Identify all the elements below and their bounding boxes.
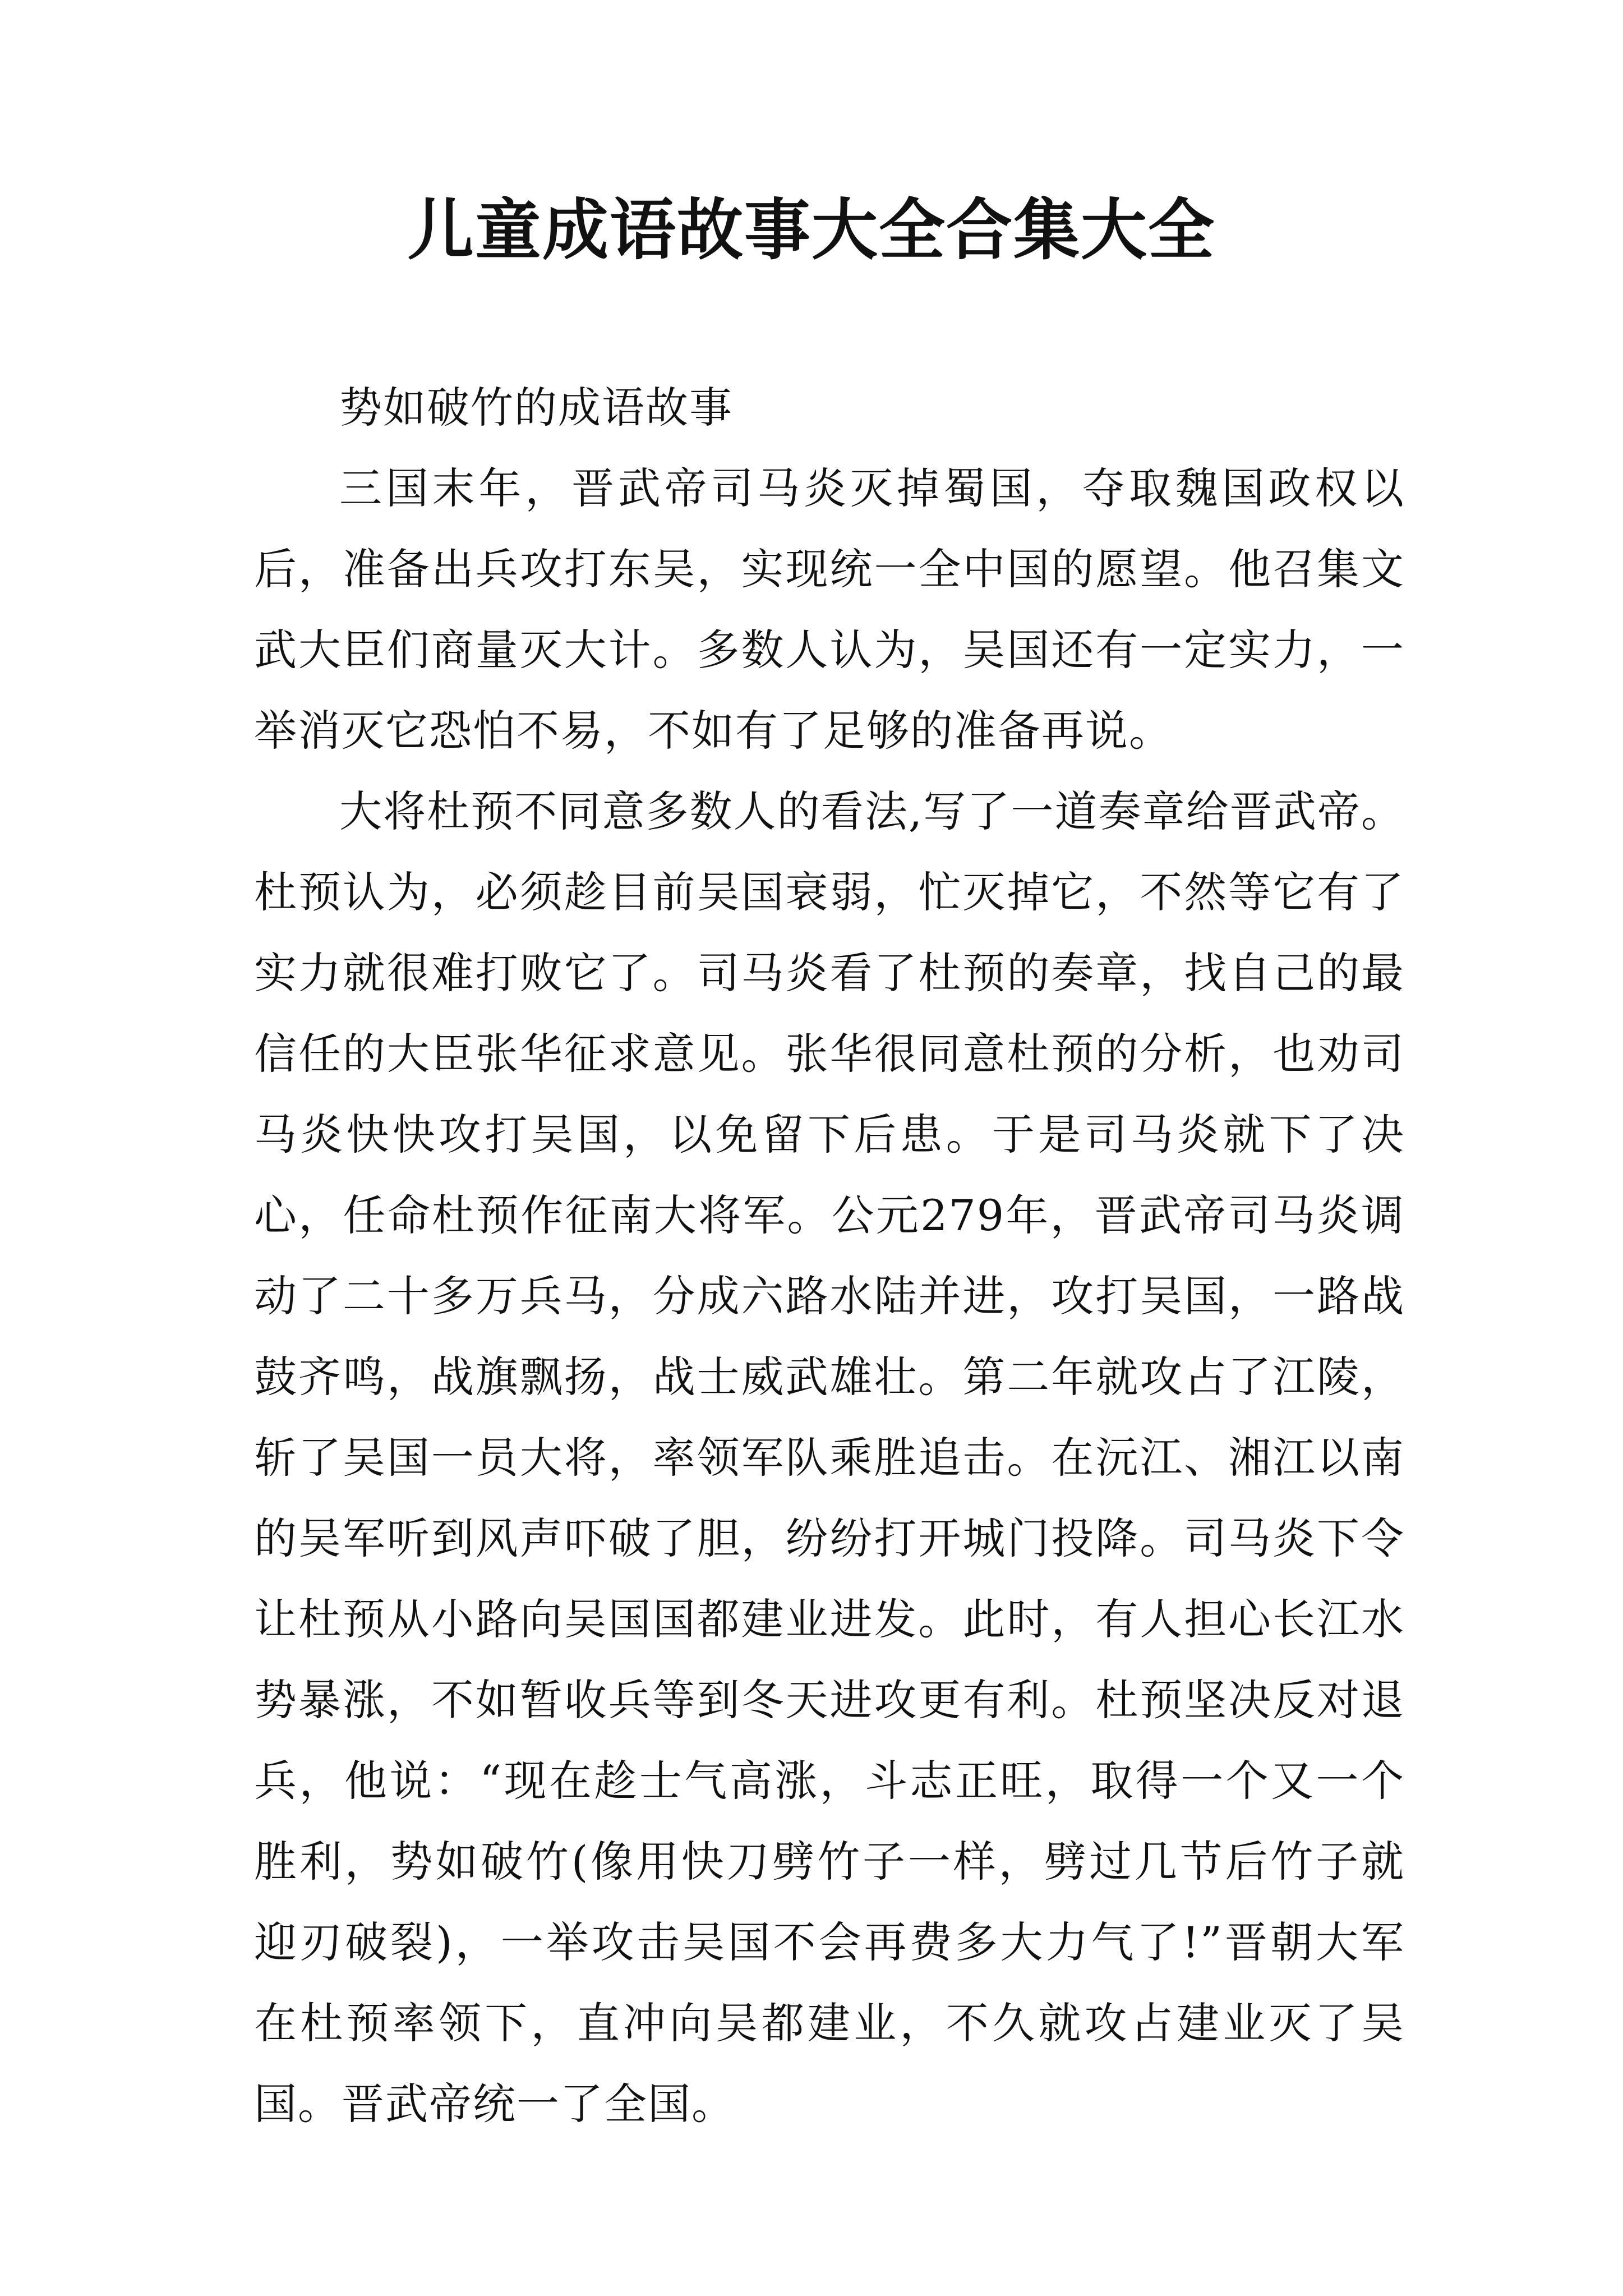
paragraph: 大将杜预不同意多数人的看法,写了一道奏章给晋武帝。杜预认为，必须趁目前吴国衰弱，忙灭掉它，不然等它有了实力就很难打败它了。司马炎看了杜预的奏章，找自己的最信任的大臣张华征求意见。张华很同意杜预的分析，也劝司马炎快快攻打吴国，以免留下后患。于是司马炎就下了决心，任命杜预作征南大将军。公元279年，晋武帝司马炎调动了二十多万兵马，分成六路水陆并进，攻打吴国，一路战鼓齐鸣，战旗飘扬，战士威武雄壮。第二年就攻占了江陵，斩了吴国一员大将，率领军队乘胜追击。在沅江、湘江以南的吴军听到风声吓破了胆，纷纷打开城门投降。司马炎下令让杜预从小路向吴国国都建业进发。此时，有人担心长江水势暴涨，不如暂收兵等到冬天进攻更有利。杜预坚决反对退兵，他说：“现在趁士气高涨，斗志正旺，取得一个又一个胜利，势如破竹(像用快刀劈竹子一样，劈过几节后竹子就迎刃破裂)，一举攻击吴国不会再费多大力气了!”晋朝大军在杜预率领下，直冲向吴都建业，不久就攻占建业灭了吴国。晋武帝统一了全国。 bbox=[254, 786, 1405, 2129]
paragraph: 三国末年，晋武帝司马炎灭掉蜀国，夺取魏国政权以后，准备出兵攻打东吴，实现统一全中国的愿望。他召集文武大臣们商量灭大计。多数人认为，吴国还有一定实力，一举消灭它恐怕不易，不如有了足够的准备再说。 bbox=[254, 463, 1405, 756]
section-heading: 势如破竹的成语故事 bbox=[339, 383, 733, 432]
document-title: 儿童成语故事大全合集大全 bbox=[407, 191, 1215, 269]
document-body bbox=[254, 367, 1405, 2145]
